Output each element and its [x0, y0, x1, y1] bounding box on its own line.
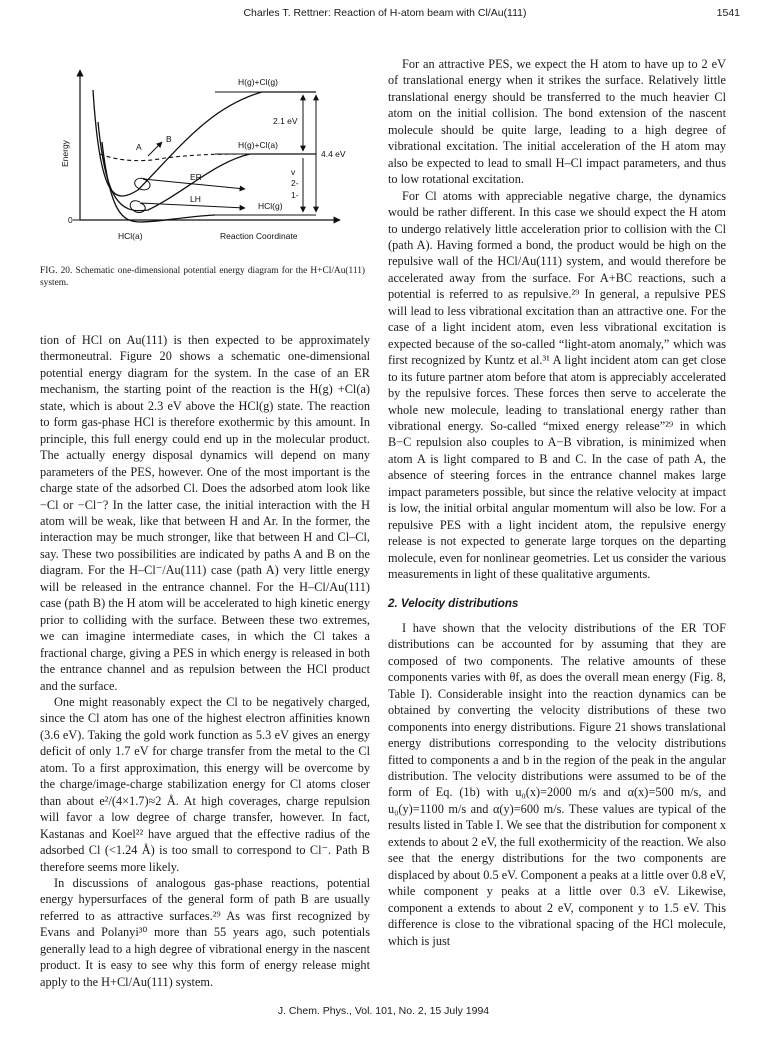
left-column: [40, 332, 370, 990]
left-paragraph-2: One might reasonably expect the Cl to be negatively charged, since the Cl atom has one of the highest electron affinities known (3.6 eV). Taking the gold work function as 5.3 eV gives an energy deficit of only 1.7 eV for charge transfer from the metal to the Cl atom. To a first approximation, this energy will be overcome by the charge/image-charge stabilization energy for Cl atoms closer than about e²/(4×1.7)≈2 Å. At high coverages, charge repulsion will favor a low degree of charge transfer, however. In fact, Kastanas and Koel²² have argued that the effective radius of the adsorbed Cl (<1.24 Å) is too small to correspond to Cl⁻. Path B therefore seems more likely.: [40, 694, 370, 874]
left-paragraph-1: tion of HCl on Au(111) is then expected to be approximately thermoneutral. Figure 20 shows a schematic one-dimensional potential energy diagram for the system. In the case of an ER mechanism, the starting point of the reaction is the H(g) +Cl(a) state, which is about 2.3 eV above the HCl(g) state. The reaction to form gas-phase HCl is therefore exothermic by this amount. In principle, this full energy could end up in the molecular product. The actually energy disposal dynamics will depend on many parameters of the PES, however. One of the most important is the charge state of the adsorbed Cl. Does the adsorbed atom look like −Cl or −Cl⁻? In the latter case, the initial interaction with the H atom will be weak, like that between H and Ar. In the former, the interaction may be much stronger, like that between H and Cl–Cl, say. These two possibilities are indicated by paths A and B on the diagram. For the H–Cl⁻/Au(111) case (path A) very little energy will be released in the entrance channel. For the H–Cl/Au(111) case (path B) the H atom will be accelerated to high kinetic energy prior to colliding with the surface. Between these two extremes, we can imagine intermediate cases, in which the Cl takes a fractional charge, giving a PES in which energy is released in both the entrance channel and as repulsion between the HCl product and the surface.: [40, 333, 370, 693]
right-paragraph-1: For an attractive PES, we expect the H atom to have up to 2 eV of translational energy when it strikes the surface. Relatively little translational energy should be transferred to the much heavier Cl atom on the initial collision. The bond extension of the nascent molecule should be quite large, leading to a high degree of vibrational excitation. The initial acceleration of the H atom may also be expected to lead to small H–Cl impact parameters, and thus to low rotational excitation.: [388, 57, 726, 187]
x-axis-label: Reaction Coordinate: [220, 231, 298, 241]
zero-label: 0: [68, 215, 73, 225]
path-b-label: B: [166, 134, 172, 144]
right-column: [388, 56, 726, 949]
er-label: ER: [190, 172, 202, 182]
v1-label: 1-: [291, 190, 299, 200]
v2-label: 2-: [291, 178, 299, 188]
figure-caption: FIG. 20. Schematic one-dimensional potential energy diagram for the H+Cl/Au(111) system.: [40, 266, 365, 289]
hclg-label: HCl(g): [258, 201, 283, 211]
section-heading: 2. Velocity distributions: [388, 596, 519, 610]
page-header: [30, 7, 740, 23]
hg-clg-curve: [93, 90, 316, 196]
lh-trajectory: [130, 201, 245, 213]
page-footer: J. Chem. Phys., Vol. 101, No. 2, 15 July 1994: [277, 1005, 490, 1017]
hg-clg-label: H(g)+Cl(g): [238, 77, 278, 87]
gap-21-label: 2.1 eV: [273, 116, 298, 126]
left-paragraph-3: In discussions of analogous gas-phase reactions, potential energy hypersurfaces of the general form of path B are usually referred to as attractive surfaces.²⁹ As was first recognized by Evans and Polanyi³⁰ more than 55 years ago, such potentials generally lead to a high degree of vibrational energy in the nascent product. It is easy to see why this form of energy release might apply to the H+Cl/Au(111) system.: [40, 875, 370, 989]
hcl-a-label: HCl(a): [118, 231, 143, 241]
path-a-label: A: [136, 142, 142, 152]
gap-44-label: 4.4 eV: [321, 149, 346, 159]
path-b-arrow: [148, 142, 162, 156]
right-paragraph-2: For Cl atoms with appreciable negative charge, the dynamics would be rather different. In this case we should expect the H atom to undergo relatively little acceleration prior to collision with the Cl (path A). Having formed a bond, the product would be high on the repulsive wall of the HCl/Au(111) system, and would therefore be accelerated away from the surface. For A+BC reactions, such a potential is referred to as repulsive.²⁹ In general, a repulsive PES will lead to less vibrational excitation than an attractive one. For the case of a light incident atom, even less vibrational excitation is expected because of the so-called “light-atom anomaly,” which was first recognized by Kuntz et al.³¹ A light incident atom can get close to its future partner atom before that atom is appreciably accelerated by the repulsive forces. These forces then serve to accelerate the whole new molecule, leading to translational energy rather than vibrational energy. So-called “mixed energy release”²⁹ in which B−C repulsion also couples to A−B vibration, is minimized when atom A is light compared to B and C. In the case of path A, the absence of steering forces in the entrance channel makes large impact parameters possible, but since the relative velocity at impact is low, the initial orbital angular momentum will also be low. For a repulsive PES with a light incident atom, the repulsive energy release is not expected to generate large torques on the departing molecule, even for nonlinear geometries. Let us consider the various measurements in light of these qualitative arguments.: [388, 188, 726, 582]
running-title: Charles T. Rettner: Reaction of H-atom beam with Cl/Au(111): [243, 7, 527, 19]
lh-label: LH: [190, 194, 201, 204]
y-axis-label: Energy: [60, 140, 70, 167]
hg-cla-label: H(g)+Cl(a): [238, 140, 278, 150]
right-paragraph-3: I have shown that the velocity distributions of the ER TOF distributions can be accounted for by assuming that they are composed of two components. The relative amounts of these components varies with θf, as does the overall mean energy (Fig. 8, Table I). Considerable insight into the reaction dynamics can be obtained by converting the velocity distributions of these two components into energy distributions. Figure 21 shows translational energy distributions corresponding to the velocity distributions fitted to components a and b in the region of the peak in the angular distribution. The velocity distributions were assumed to be of the form of Eq. (1b) with u₀(x)=2000 m/s and α(x)=500 m/s, and u₀(y)=1100 m/s and α(y)=600 m/s. These values are typical of the results listed in Table I. We see that the distribution for component x extends to about 2 eV, the full exothermicity of the reaction. We also see that the energy distributions for the two components are displaced by about 0.5 eV. Component a peaks at a little over 0.8 eV, while component y peaks at a little over 0.3 eV. Likewise, component a extends to about 2 eV, component y to 1.5 eV. This difference is close to the vibrational spacing of the HCl molecule, which is just: [388, 620, 726, 948]
hg-cla-curve: [98, 122, 316, 211]
path-a-curve: [100, 154, 245, 161]
potential-energy-diagram: [40, 52, 370, 262]
potential-energy-figure: [40, 52, 370, 262]
page-number: 1541: [716, 7, 740, 19]
hclg-curve: [102, 142, 215, 222]
v-label: v: [291, 167, 296, 177]
